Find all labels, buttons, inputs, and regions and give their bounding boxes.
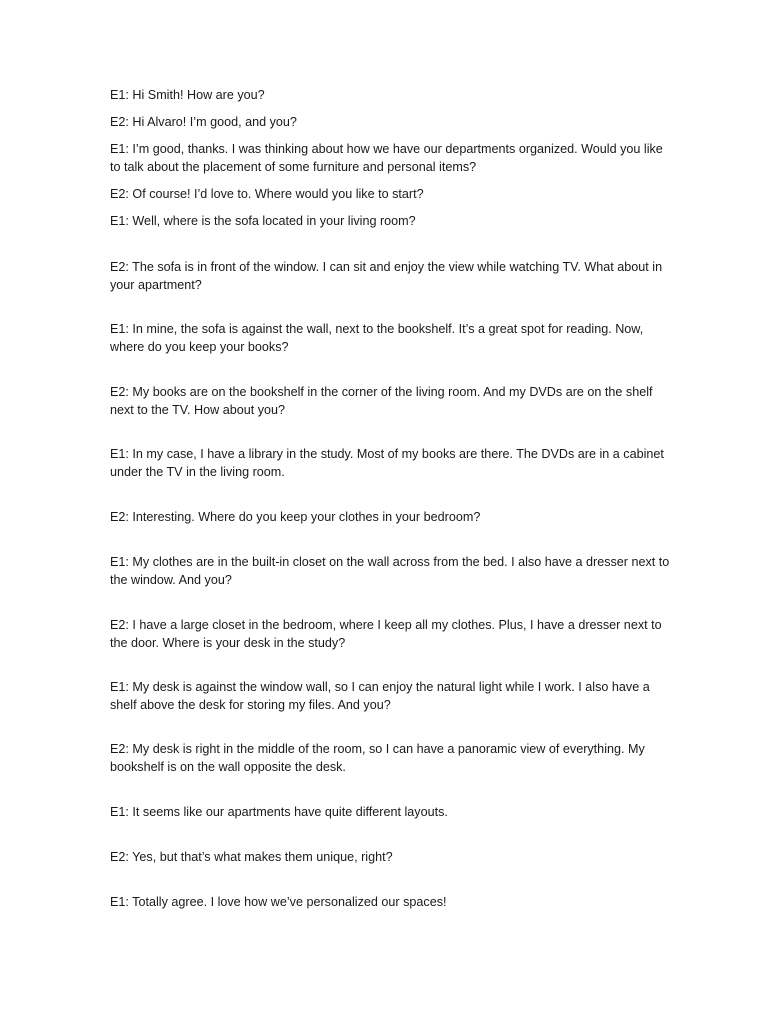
dialogue-line: E1: Well, where is the sofa located in your living room?	[110, 214, 416, 228]
dialogue-line: E2: My books are on the bookshelf in the corner of the living room. And my DVDs are on the shelf next to the TV. How about you?	[110, 385, 653, 417]
dialogue-line: E1: My clothes are in the built-in closet on the wall across from the bed. I also have a dresser next to the window. And you?	[110, 555, 670, 587]
dialogue-line: E1: Totally agree. I love how we’ve personalized our spaces!	[110, 895, 447, 909]
dialogue-line: E2: My desk is right in the middle of the room, so I can have a panoramic view of everything. My bookshelf is on the wall opposite the desk.	[110, 742, 645, 774]
dialogue-line: E1: Hi Smith! How are you?	[110, 88, 265, 102]
dialogue-line: E1: In mine, the sofa is against the wall, next to the bookshelf. It’s a great spot for reading. Now, where do you keep your books?	[110, 322, 644, 354]
dialogue-line: E2: Interesting. Where do you keep your clothes in your bedroom?	[110, 510, 481, 524]
dialogue-line: E1: My desk is against the window wall, so I can enjoy the natural light while I work. I also have a shelf above the desk for storing my files. And you?	[110, 680, 650, 712]
dialogue-line: E1: In my case, I have a library in the study. Most of my books are there. The DVDs are in a cabinet under the TV in the living room.	[110, 447, 664, 479]
dialogue-line: E2: Of course! I’d love to. Where would you like to start?	[110, 187, 424, 201]
dialogue-line: E2: I have a large closet in the bedroom, where I keep all my clothes. Plus, I have a dresser next to the door. Where is your desk in the study?	[110, 618, 662, 650]
dialogue-line: E1: It seems like our apartments have quite different layouts.	[110, 805, 448, 819]
dialogue-line: E2: The sofa is in front of the window. I can sit and enjoy the view while watching TV. What about in your apartment?	[110, 260, 663, 292]
dialogue-line: E2: Hi Alvaro! I’m good, and you?	[110, 115, 297, 129]
dialogue-line: E1: I’m good, thanks. I was thinking about how we have our departments organized. Would you like to talk about the placement of some furniture and personal items?	[110, 142, 663, 174]
dialogue-line: E2: Yes, but that’s what makes them unique, right?	[110, 850, 393, 864]
